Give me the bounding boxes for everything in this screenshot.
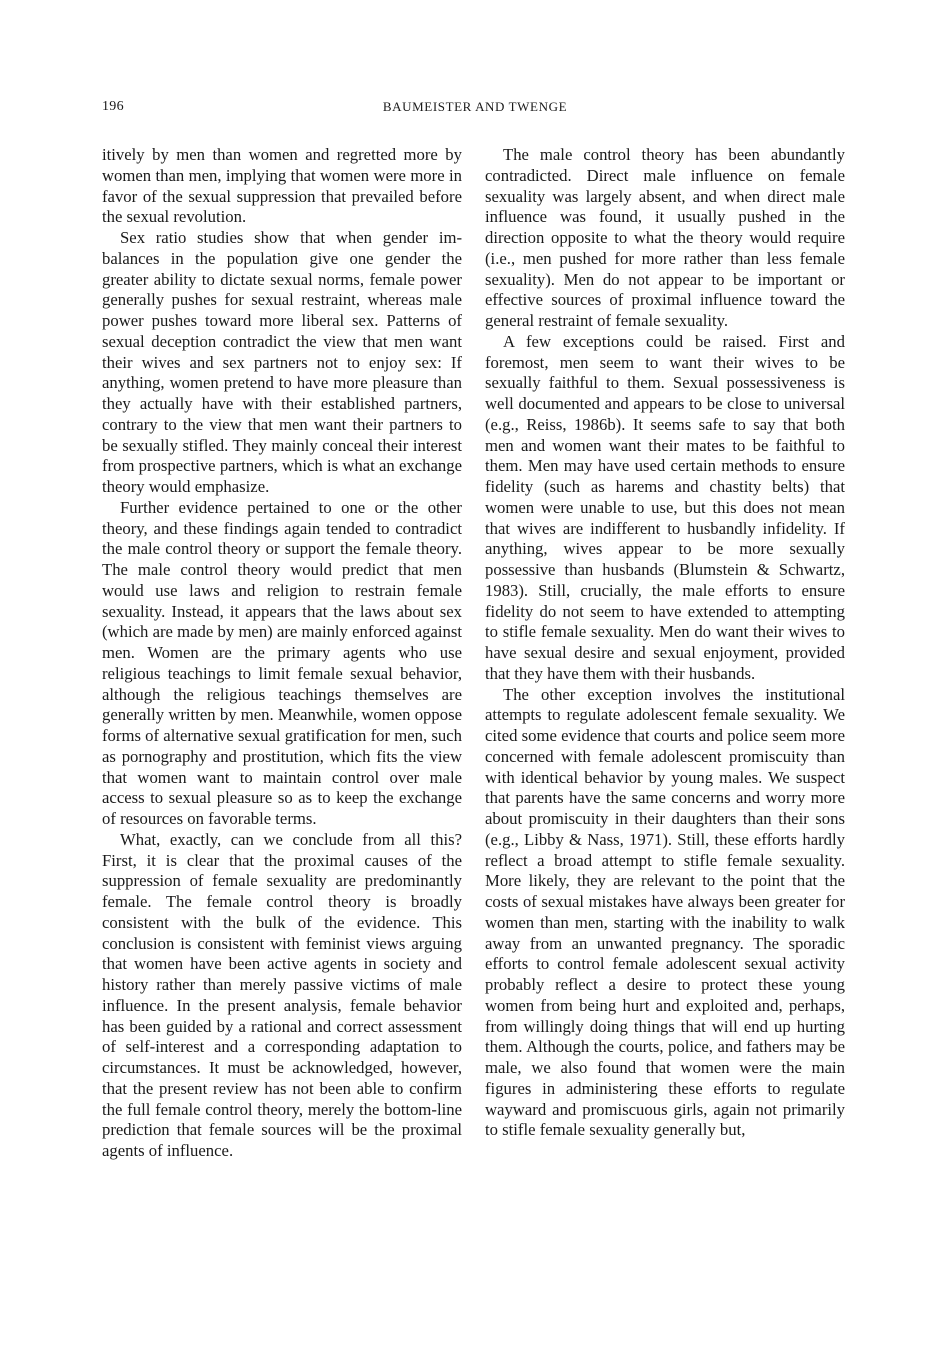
- right-column: [485, 145, 845, 1141]
- paragraph: A few exceptions could be raised. First and foremost, men seem to want their wives to be sexually faithful to them. Sexual possessiveness is well documented and appears to be close to universal (e.g., Reiss, 1986b). It seems safe to say that both men and women want their mates to be faithful to them. Men may have used certain methods to ensure fidelity (such as harems and chastity belts) that women were unable to use, but this does not mean that wives are indifferent to husbandly infidelity. If anything, wives appear to be more sexually possessive than husbands (Blumstein & Schwartz, 1983). Still, crucially, the male efforts to ensure fidelity do not seem to have extended to attempting to stifle female sexuality. Men do want their wives to have sexual desire and sexual enjoyment, provided that they have them with their husbands.: [485, 331, 845, 683]
- paragraph: Further evidence pertained to one or the other theory, and these findings again tended to contradict the male control theory or support the female theory. The male control theory would predict that men would use laws and religion to restrain female sexuality. Instead, it appears that the laws about sex (which are made by men) are mainly enforced against men. Women are the primary agents who use religious teachings to limit female sexual behavior, although the religious teachings themselves are generally written by men. Meanwhile, women oppose forms of alternative sexual gratification for men, such as pornography and prostitution, which fits the view that women want to maintain control over male access to sexual pleasure so as to keep the exchange of resources on favorable terms.: [102, 497, 462, 828]
- paragraph: The other exception involves the institutional attempts to regulate adolescent female sexuality. We cited some evidence that courts and police seem more concerned with female adolescent promiscuity than with identical behavior by young males. We suspect that parents have the same concerns and worry more about promiscuity in their daughters than their sons (e.g., Libby & Nass, 1971). Still, these efforts hardly reflect a broad attempt to stifle female sexuality. More likely, they are relevant to the point that the costs of sexual mistakes have always been greater for women than men, starting with the inability to walk away from an unwanted pregnancy. The sporadic efforts to control female adolescent sexual activity probably reflect a desire to protect these young women from being hurt and exploited and, perhaps, from willingly doing things that will end up hurting them. Although the courts, police, and fathers may be male, we also found that women were the main figures in administering these efforts to regulate wayward and promiscuous girls, again not primarily to stifle female sexuality generally but,: [485, 684, 845, 1140]
- paragraph: The male control theory has been abundantly contradicted. Direct male influence on female sexuality was largely absent, and when direct male influence was found, it usually pushed in the direction opposite to what the theory would require (i.e., men pushed for more rather than less female sexuality). Men do not appear to be important or effective sources of proximal influence toward the general restraint of female sexuality.: [485, 145, 845, 330]
- paragraph: Sex ratio studies show that when gender imbalances in the population give one gender the greater ability to dictate sexual norms, female power generally pushes for sexual restraint, whereas male power pushes toward more liberal sex. Patterns of sexual deception contradict the view that men want their wives and sex partners not to enjoy sex: If anything, women pretend to have more pleasure than they actually have with their established partners, contrary to the view that men want their partners to be sexually stifled. They mainly conceal their interest from prospective partners, which is what an exchange theory would emphasize.: [102, 228, 462, 496]
- left-column: [102, 145, 462, 1162]
- page-number: 196: [102, 99, 124, 114]
- paragraph: itively by men than women and regretted more by women than men, implying that women were more in favor of the sexual suppression that prevailed before the sexual revolution.: [102, 145, 462, 227]
- running-head: BAUMEISTER AND TWENGE: [382, 99, 568, 114]
- paragraph: What, exactly, can we conclude from all this? First, it is clear that the proximal causes of the suppression of female sexuality are predominantly female. The female control theory is broadly consistent with the bulk of the evidence. This conclusion is consistent with feminist views arguing that women have been active agents in society and history rather than merely passive victims of male influence. In the present analysis, female behavior has been guided by a rational and correct assessment of self-interest and a corresponding adaptation to circumstances. It must be acknowledged, however, that the present review has not been able to confirm the full female control theory, merely the bottom-line prediction that female sources will be the proximal agents of influence.: [102, 829, 462, 1160]
